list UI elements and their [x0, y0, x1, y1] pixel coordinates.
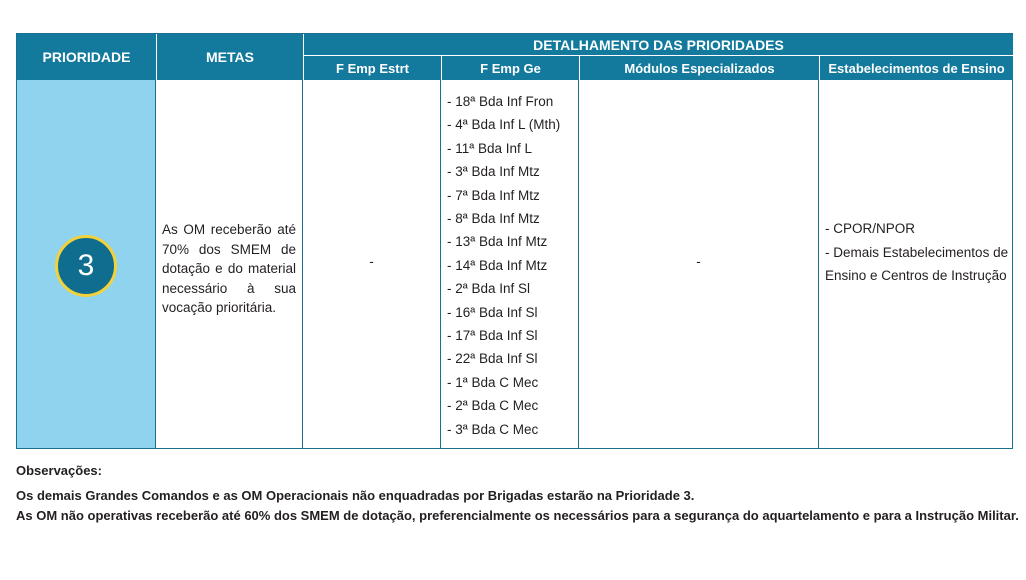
f-emp-ge-list	[447, 90, 560, 441]
list-item: - 3ª Bda C Mec	[447, 421, 539, 437]
estabelecimentos-list	[825, 217, 1011, 288]
list-item: - 11ª Bda Inf L	[447, 140, 533, 156]
list-item: - Demais Estabelecimentos de Ensino e Centros de Instrução	[825, 244, 1009, 283]
list-item: - 17ª Bda Inf Sl	[447, 328, 538, 344]
list-item: - 18ª Bda Inf Fron	[447, 94, 554, 109]
cell-metas	[156, 80, 303, 448]
header-modulos: Módulos Especializados	[579, 56, 819, 80]
list-item: - CPOR/NPOR	[825, 221, 916, 236]
list-item: - 4ª Bda Inf L (Mth)	[447, 117, 561, 133]
header-detalhamento: DETALHAMENTO DAS PRIORIDADES	[303, 34, 1013, 56]
cell-f-emp-ge	[441, 80, 579, 448]
priority-table	[16, 33, 1013, 449]
list-item: - 16ª Bda Inf Sl	[447, 304, 538, 320]
priority-badge: 3	[55, 235, 117, 297]
modulos-value: -	[696, 254, 701, 269]
list-item: - 13ª Bda Inf Mtz	[447, 234, 548, 250]
cell-modulos	[579, 80, 819, 448]
observacao-line: Os demais Grandes Comandos e as OM Operacionais não enquadradas por Brigadas estarão na Prioridade 3.	[16, 488, 695, 503]
header-f-emp-ge: F Emp Ge	[441, 56, 579, 80]
list-item: - 14ª Bda Inf Mtz	[447, 257, 548, 273]
list-item: - 22ª Bda Inf Sl	[447, 351, 538, 367]
cell-prioridade	[17, 80, 156, 448]
observacoes-title: Observações:	[16, 463, 102, 478]
header-f-emp-estrt: F Emp Estrt	[303, 56, 441, 80]
list-item: - 2ª Bda Inf Sl	[447, 281, 531, 297]
header-estabelecimentos: Estabelecimentos de Ensino	[819, 56, 1013, 80]
cell-estabelecimentos	[819, 80, 1013, 448]
f-emp-estrt-value: -	[369, 254, 374, 269]
cell-f-emp-estrt	[303, 80, 441, 448]
list-item: - 1ª Bda C Mec	[447, 374, 539, 390]
list-item: - 3ª Bda Inf Mtz	[447, 164, 540, 180]
list-item: - 8ª Bda Inf Mtz	[447, 211, 540, 227]
list-item: - 7ª Bda Inf Mtz	[447, 187, 540, 203]
header-metas: METAS	[156, 34, 303, 80]
observacao-line: As OM não operativas receberão até 60% dos SMEM de dotação, preferencialmente os necessários para a segurança do aquartelamento e para a Instrução Militar.	[16, 508, 1019, 523]
header-prioridade: PRIORIDADE	[17, 34, 156, 80]
list-item: - 2ª Bda C Mec	[447, 398, 539, 414]
metas-text: As OM receberão até 70% dos SMEM de dotação e do material necessário à sua vocação prioritária.	[162, 222, 296, 315]
